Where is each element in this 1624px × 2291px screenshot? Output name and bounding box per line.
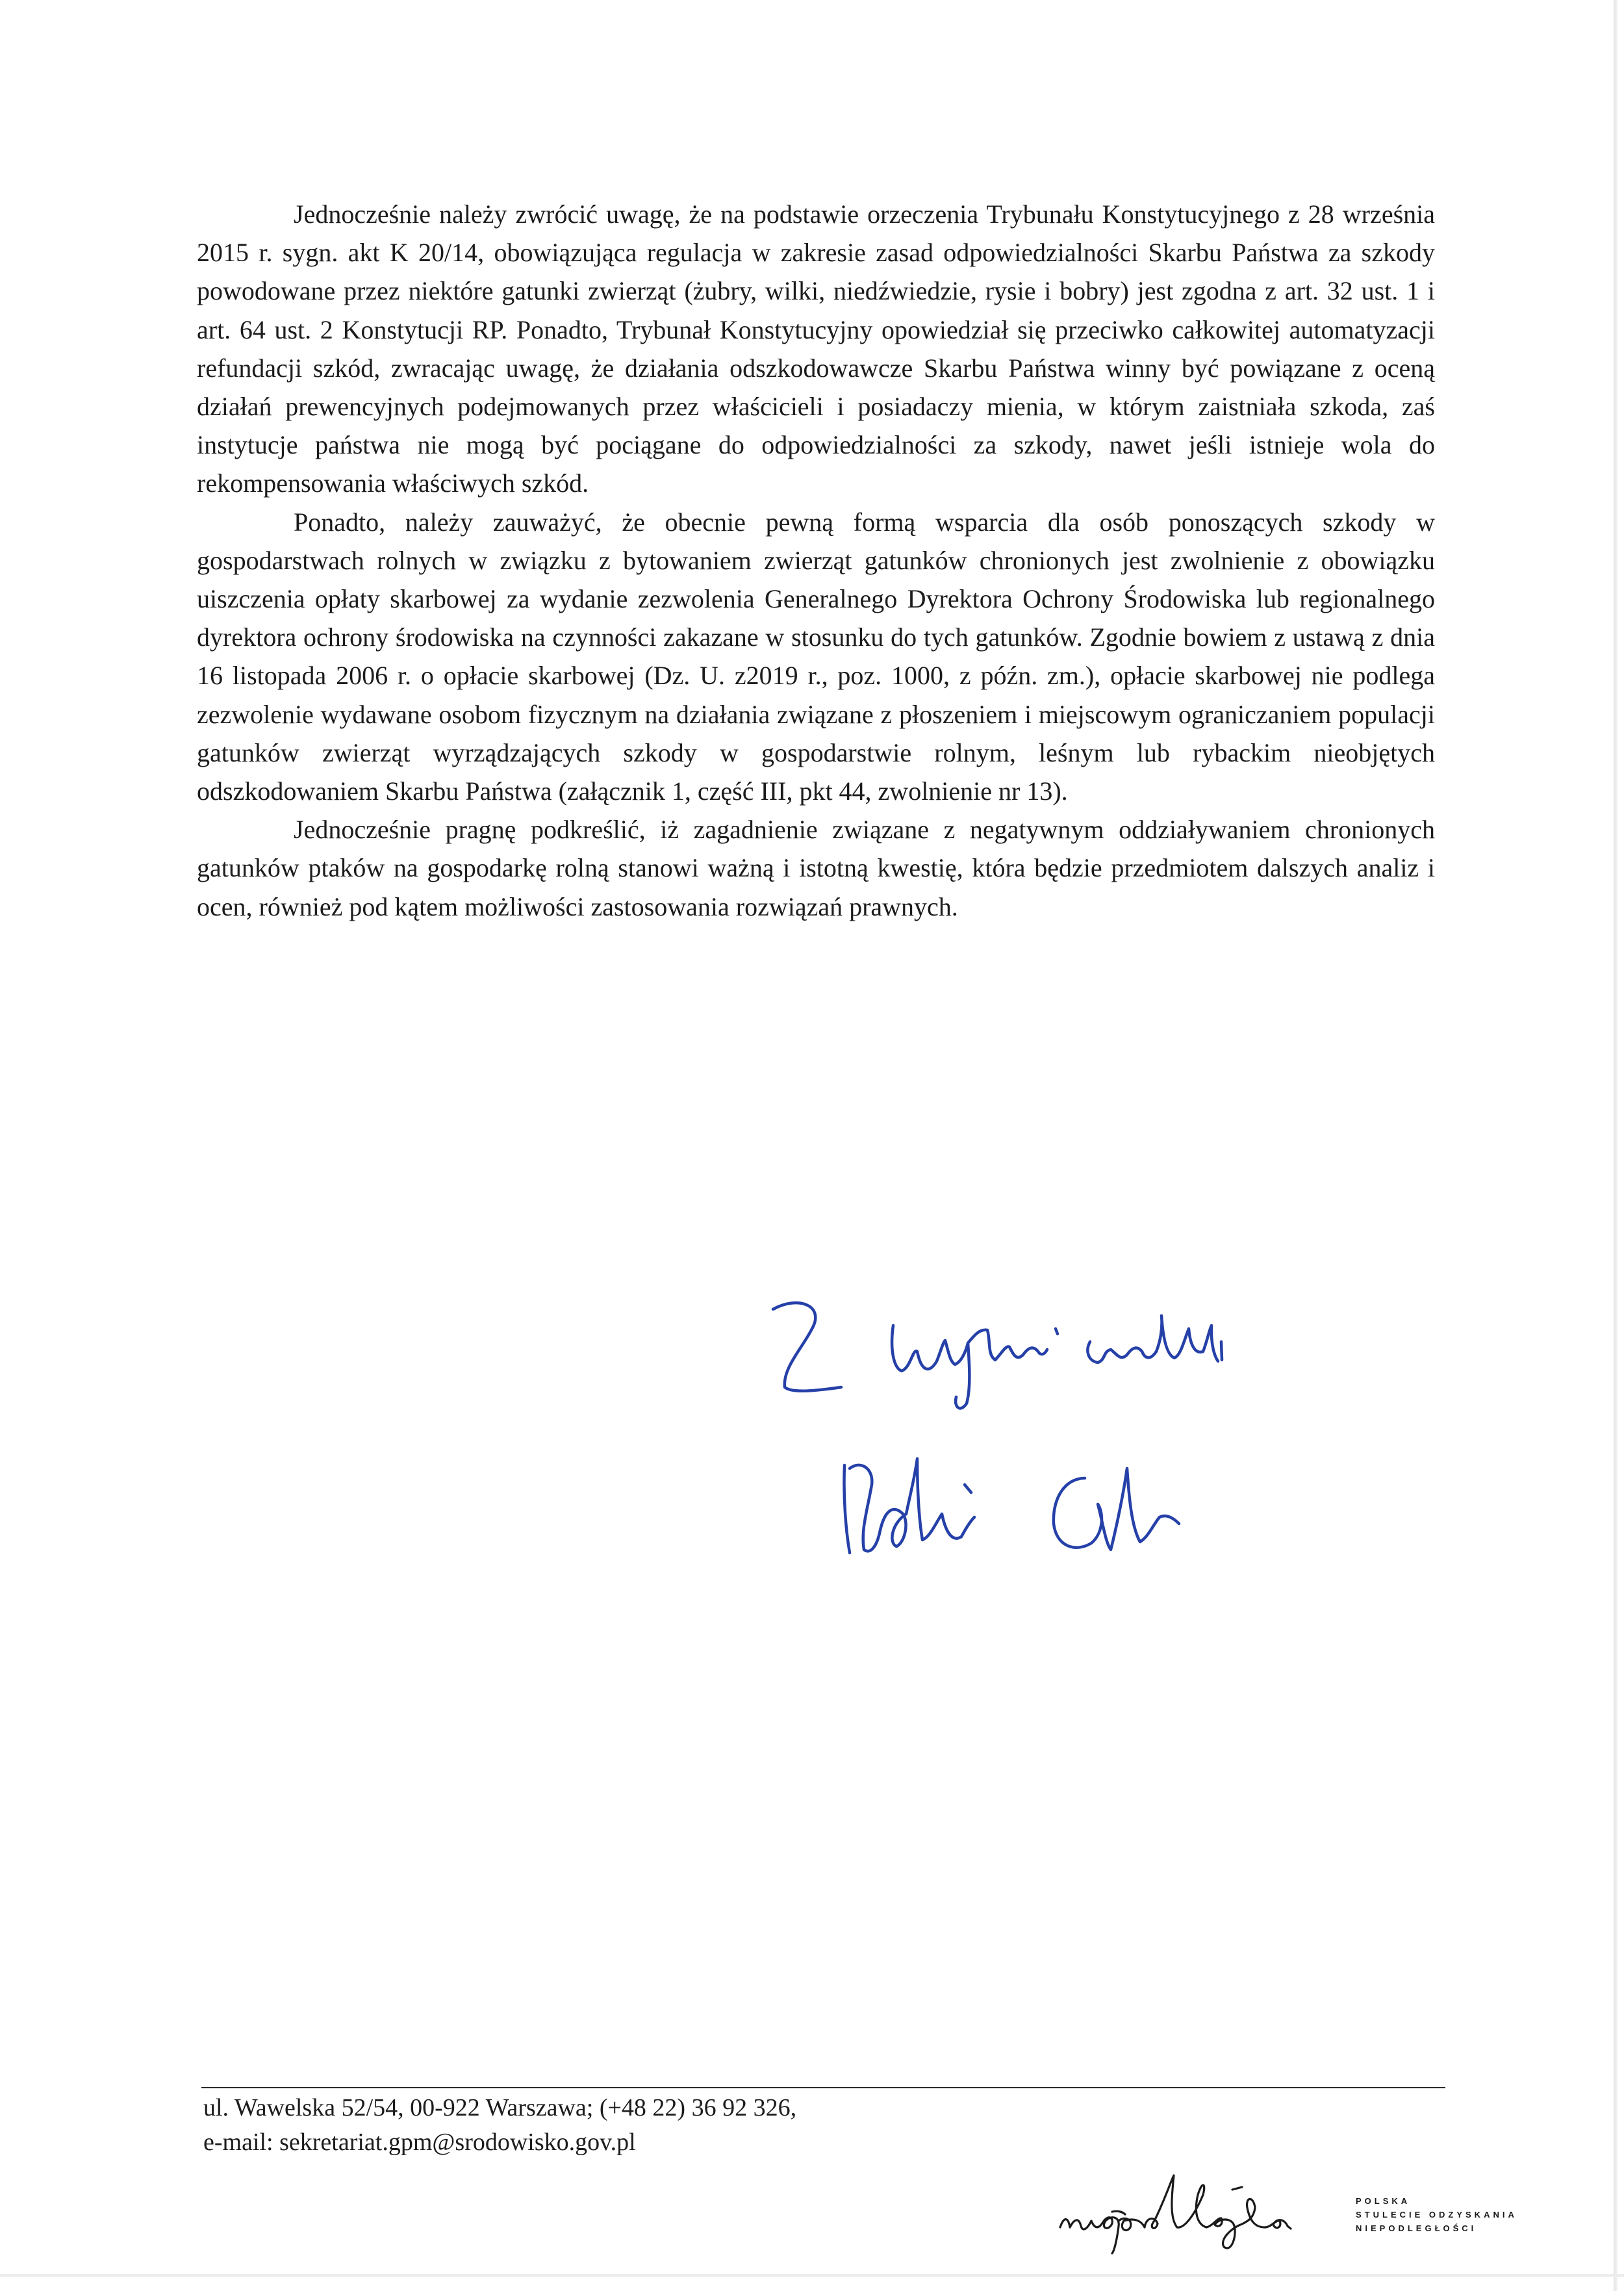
footer-address: ul. Wawelska 52/54, 00-922 Warszawa; (+48 22) 36 92 326, <box>203 2094 797 2121</box>
footer-email: e-mail: sekretariat.gpm@srodowisko.gov.pl <box>203 2129 636 2156</box>
page-edge-bottom <box>0 2274 1624 2277</box>
footer-divider <box>201 2087 1445 2088</box>
paragraph-2: Ponadto, należy zauważyć, że obecnie pewną formą wsparcia dla osób ponoszących szkody w gospodarstwach rolnych w związku z bytowaniem zwierząt gatunków chronionych jest zwolnienie z obowiązku uiszczenia opłaty skarbowej za wydanie zezwolenia Generalnego Dyrektora Ochrony Środowiska lub regionalnego dyrektora ochrony środowiska na czynności zakazane w stosunku do tych gatunków. Zgodnie bowiem z ustawą z dnia 16 listopada 2006 r. o opłacie skarbowej (Dz. U. z2019 r., poz. 1000, z późn. zm.), opłacie skarbowej nie podlega zezwolenie wydawane osobom fizycznym na działania związane z płoszeniem i miejscowym ograniczaniem populacji gatunków zwierząt wyrządzających szkody w gospodarstwie rolnym, leśnym lub rybackim nieobjętych odszkodowaniem Skarbu Państwa (załącznik 1, część III, pkt 44, zwolnienie nr 13). <box>197 507 1435 806</box>
logo-text-line-2: STULECIE ODZYSKANIA <box>1356 2210 1517 2220</box>
page-edge <box>1614 0 1618 2291</box>
paragraph-1: Jednocześnie należy zwrócić uwagę, że na podstawie orzeczenia Trybunału Konstytucyjnego z 28 września 2015 r. sygn. akt K 20/14, obowiązująca regulacja w zakresie zasad odpowiedzialności Skarbu Państwa za szkody powodowane przez niektóre gatunki zwierząt (żubry, wilki, niedźwiedzie, rysie i bobry) jest zgodna z art. 32 ust. 1 i art. 64 ust. 2 Konstytucji RP. Ponadto, Trybunał Konstytucyjny opowiedział się przeciwko całkowitej automatyzacji refundacji szkód, zwracając uwagę, że działania odszkodowawcze Skarbu Państwa winny być powiązane z oceną działań prewencyjnych podejmowanych przez właścicieli i posiadaczy mienia, w którym zaistniała szkoda, zaś instytucje państwa nie mogą być pociągane do odpowiedzialności za szkody, nawet jeśli istnieje wola do rekompensowania właściwych szkód. <box>197 199 1435 498</box>
niepodlegla-logo <box>1047 2156 1528 2257</box>
logo-text-line-3: NIEPODLEGŁOŚCI <box>1356 2223 1477 2233</box>
letter-body <box>197 195 1435 926</box>
paragraph-3: Jednocześnie pragnę podkreślić, iż zagadnienie związane z negatywnym oddziaływaniem chronionych gatunków ptaków na gospodarkę rolną stanowi ważną i istotną kwestię, która będzie przedmiotem dalszych analiz i ocen, również pod kątem możliwości zastosowania rozwiązań prawnych. <box>197 815 1435 921</box>
logo-text-line-1: POLSKA <box>1356 2196 1411 2206</box>
handwritten-signature <box>747 1290 1410 1576</box>
footer-contact <box>203 2091 796 2160</box>
